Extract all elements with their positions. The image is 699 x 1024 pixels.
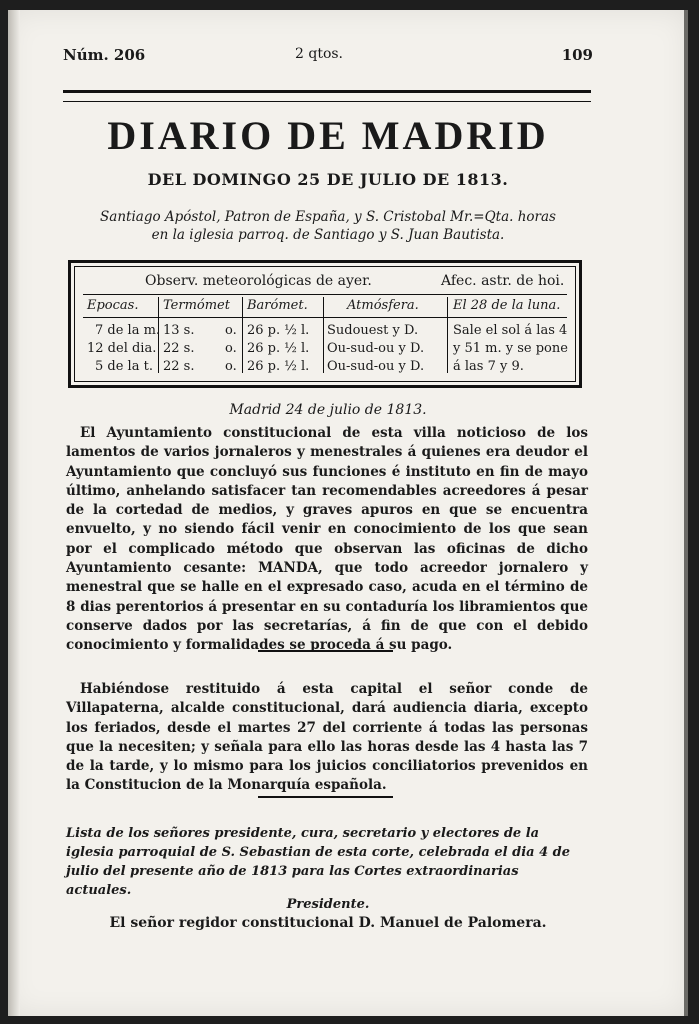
article-audiencia-text: Habiéndose restituido á esta capital el señor conde de Villapaterna, alcalde constitucional, dará audiencia diaria, excepto los feriados, desde el martes 27 del corriente á todas las personas que la necesiten; y señala para ello las horas desde las 4 hasta las 7 de la tarde, y lo mismo para los juicios conciliatorios prevenidos en la Constitucion de la Monarquía española. [66, 681, 588, 794]
col-epocas: Epocas. [87, 298, 139, 313]
section-divider [258, 796, 393, 798]
article-ayuntamiento-text: El Ayuntamiento constitucional de esta villa noticioso de los lamentos de varios jornaleros y menestrales á quienes era deudor el Ayuntamiento que concluyó sus funciones é instituto en fin de mayo último, anhelando satisfacer tan recomendables acreedores á pesar de la cortedad de medios, y graves apuros en que se encuentra envuelto, y no siendo fácil venir en conocimiento de los que sean por el complicado método que observan las oficinas de dicho Ayuntamiento cesante: MANDA, que todo acreedor jornalero y menestral que se halle en el expresado caso, acuda en el término de 8 dias perentorios á presentar en su contaduría los libramientos que conserve dados por las secretarías, á fin de que con el debido conocimiento y formalidades se proceda á su pago. [66, 425, 588, 654]
col-separator [242, 297, 243, 373]
weather-rule-mid [83, 317, 567, 318]
row2-termo-b: o. [225, 341, 237, 356]
elector-list-intro [66, 824, 588, 900]
newspaper-page [8, 10, 688, 1016]
row3-atmos: Ou-sud-ou y D. [327, 359, 425, 374]
row2-termo: 22 s. [163, 341, 195, 356]
saints-line-1: Santiago Apóstol, Patron de España, y S. Cristobal Mr.=Qta. horas [100, 209, 556, 225]
col-barometro: Barómet. [247, 298, 308, 313]
president-label: Presidente. [286, 897, 370, 912]
president-name: El señor regidor constitucional D. Manuel de Palomera. [109, 915, 547, 931]
elector-list-text: Lista de los señores presidente, cura, secretario y electores de la iglesia parroquial de S. Sebastian de esta corte, celebrada el dia 4 de julio del presente año de 1813 para las Cortes extraordinarias actuales. [66, 826, 571, 898]
weather-title-left: Observ. meteorológicas de ayer. [145, 273, 372, 289]
section-divider [258, 650, 393, 652]
saints-of-day [58, 208, 598, 244]
dateline: DEL DOMINGO 25 DE JULIO DE 1813. [147, 170, 509, 189]
weather-table [68, 260, 582, 388]
row3-termo: 22 s. [163, 359, 195, 374]
row2-baro: 26 p. ½ l. [247, 341, 310, 356]
page-spine [8, 10, 20, 1016]
saints-line-2: en la iglesia parroq. de Santiago y S. Juan Bautista. [151, 227, 505, 243]
weather-rule-top [83, 294, 567, 295]
row2-luna: y 51 m. y se pone [453, 341, 568, 356]
col-atmosfera: Atmósfera. [347, 298, 419, 313]
col-luna: El 28 de la luna. [453, 298, 561, 313]
quires-note: 2 qtos. [295, 46, 344, 62]
row1-baro: 26 p. ½ l. [247, 323, 310, 338]
issue-number: Núm. 206 [63, 46, 146, 64]
row3-luna: á las 7 y 9. [453, 359, 524, 374]
row1-termo: 13 s. [163, 323, 195, 338]
masthead-title: DIARIO DE MADRID [107, 113, 549, 158]
row3-termo-b: o. [225, 359, 237, 374]
article-place-date: Madrid 24 de julio de 1813. [229, 402, 427, 418]
row1-epoca: 7 de la m. [95, 323, 161, 338]
page-edge [684, 10, 688, 1016]
col-separator [447, 297, 448, 373]
row1-atmos: Sudouest y D. [327, 323, 419, 338]
weather-table-inner [74, 266, 576, 382]
weather-title-right: Afec. astr. de hoi. [441, 273, 565, 289]
row1-luna: Sale el sol á las 4 [453, 323, 568, 338]
article-ayuntamiento [66, 424, 588, 656]
row3-epoca: 5 de la t. [95, 359, 153, 374]
row2-epoca: 12 del dia. [87, 341, 157, 356]
page-header [63, 46, 593, 66]
col-separator [323, 297, 324, 373]
row1-termo-b: o. [225, 323, 237, 338]
col-termometro: Termómet [163, 298, 230, 313]
folio-number: 109 [561, 46, 593, 64]
article-audiencia [66, 680, 588, 796]
header-rule [63, 90, 591, 102]
row2-atmos: Ou-sud-ou y D. [327, 341, 425, 356]
row3-baro: 26 p. ½ l. [247, 359, 310, 374]
